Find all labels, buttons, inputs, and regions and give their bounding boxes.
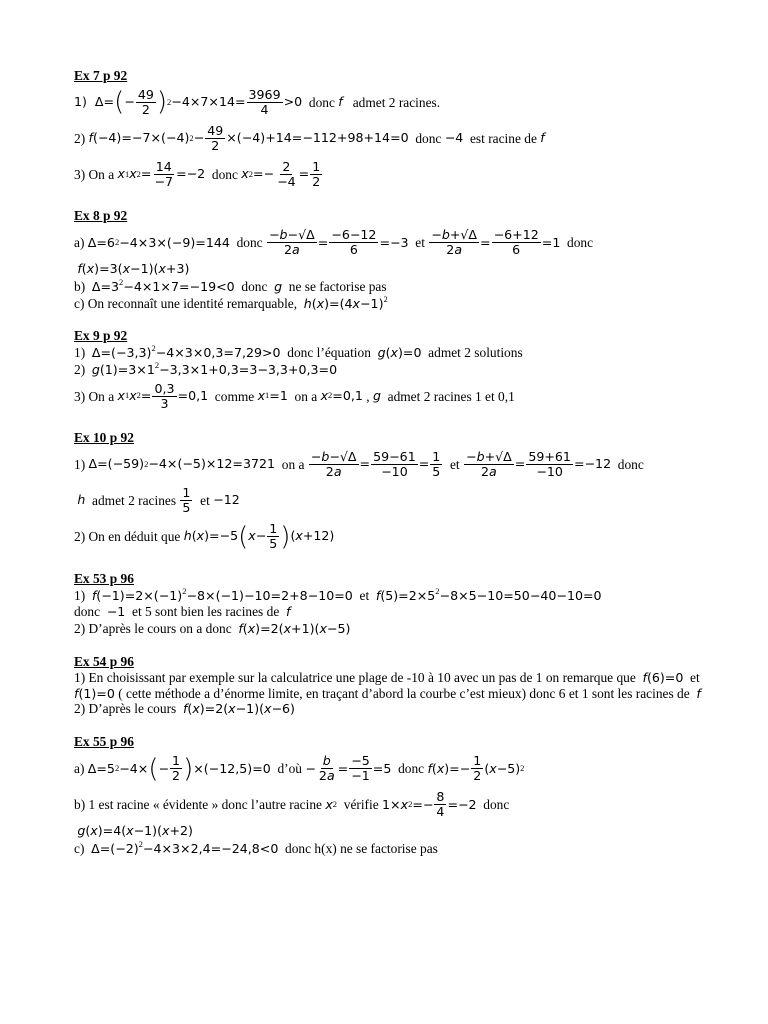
math-line: 1) $\Delta=(-3,3)^2-4\times 3\times 0,3=7,29>0$ donc l’équation g(x)=0 admet 2 solutions xyxy=(74,343,523,361)
math-line: h admet 2 racines $\frac{1}{5}$ et −12 xyxy=(77,485,240,516)
exercise-title: Ex 7 p 92 xyxy=(74,68,128,83)
exercise-title: Ex 53 p 96 xyxy=(74,570,134,586)
math-line: 2) D’après le cours on a donc f(x)=2(x+1)(x−5) xyxy=(74,621,351,637)
math-line: donc −1 et 5 sont bien les racines de f xyxy=(74,604,291,620)
math-line: 2) D’après le cours f(x)=2(x−1)(x−6) xyxy=(74,701,295,717)
math-line: 2) f(−4)=−7×(−4) 2 − $\frac{49}{2}$ ×(−4)+14=−112+98+14=0 donc −4 est racine de f xyxy=(74,123,545,153)
exercise-55 xyxy=(74,734,714,856)
math-line: c) On reconnaît une identité remarquable, $h(x)=(4x-1)^2$ xyxy=(74,293,388,311)
exercise-title: Ex 8 p 92 xyxy=(74,208,128,224)
math-line: f(x)=3(x−1)(x+3) xyxy=(77,260,190,276)
math-line: 1) Δ= ( − $\frac{49}{2}$ ) 2 −4×7×14= $\frac{3969}{4}$ >0 donc f admet 2 racines. xyxy=(74,87,441,118)
math-line: 1) $f(-1)=2\times(-1)^2-8\times(-1)-10=2+8-10=0$ et $f(5)=2\times 5^2-8\times 5-10=50-40-10=0$ xyxy=(74,586,602,604)
document-page xyxy=(74,68,714,857)
exercise-title: Ex 55 p 96 xyxy=(74,734,134,750)
math-line: 3) On a x 1 x 2 = $\frac{14}{-7}$ =−2 donc x 2 =− $\frac{2}{-4}$ = $\frac{1}{2}$ xyxy=(74,159,321,189)
math-line: b) $\Delta=3^2-4\times 1\times 7=-19<0$ donc g ne se factorise pas xyxy=(74,276,387,294)
exercise-7 xyxy=(74,68,714,192)
math-line: 1) Δ=(−59) 2 −4×(−5)×12=3721 on a $\frac{-b-√\Delta}{2a}$ = $\frac{59-61}{-10}$ = $\frac{1}{5}$ et $\frac{-b+√\Delta}{2a}$ = $\frac{59+61}{-10}$ =−12 donc xyxy=(74,449,644,480)
exercise-54 xyxy=(74,654,714,718)
math-line: 2) $g(1)=3\times 1^2-3,3\times 1+0,3=3-3,3+0,3=0$ xyxy=(74,360,338,378)
math-line: a) Δ=6 2 −4×3×(−9)=144 donc $\frac{-b-√\Delta}{2a}$ = $\frac{-6-12}{6}$ =−3 et $\frac{-b+√\Delta}{2a}$ = $\frac{-6+12}{6}$ =1 donc xyxy=(74,227,594,258)
exercise-10 xyxy=(74,430,714,554)
math-line: g(x)=4(x−1)(x+2) xyxy=(77,822,193,838)
math-line: a) Δ=5 2 −4× ( − $\frac{1}{2}$ ) ×(−12,5)=0 d’où − $\frac{b}{2a}$ = $\frac{-5}{-1}$ =5 donc f(x)=− $\frac{1}{2}$ (x−5) 2 xyxy=(74,753,525,784)
exercise-8 xyxy=(74,208,714,311)
exercise-title: Ex 9 p 92 xyxy=(74,327,128,343)
math-line: 3) On a x 1 x 2 = $\frac{0,3}{3}$ =0,1 comme x 1 =1 on a x 2 =0,1 , g admet 2 racines 1 et 0,1 xyxy=(74,380,515,411)
math-line: 1) En choisissant par exemple sur la calculatrice une plage de -10 à 10 avec un pas de 1 on remarque que f(6)=0 et f(1)=0 ( cette méthode a d’énorme limite, en traçant d’abord la courbe c’est mieux) donc 6 et 1 sont les racines de f xyxy=(74,670,704,701)
math-line: c) $\Delta=(-2)^2-4\times 3\times 2,4=-24,8<0$ donc h(x) ne se factorise pas xyxy=(74,838,438,856)
exercise-title: Ex 54 p 96 xyxy=(74,654,134,670)
exercise-9 xyxy=(74,328,714,414)
math-line: 2) On en déduit que h(x)=−5 ( x − $\frac{1}{5}$ ) (x+12) xyxy=(74,521,335,552)
exercise-title: Ex 10 p 92 xyxy=(74,430,134,446)
math-line: b) 1 est racine « évidente » donc l’autre racine x 2 vérifie 1×x 2 =− $\frac{8}{4}$ =−2 donc xyxy=(74,789,510,820)
exercise-53 xyxy=(74,571,714,638)
